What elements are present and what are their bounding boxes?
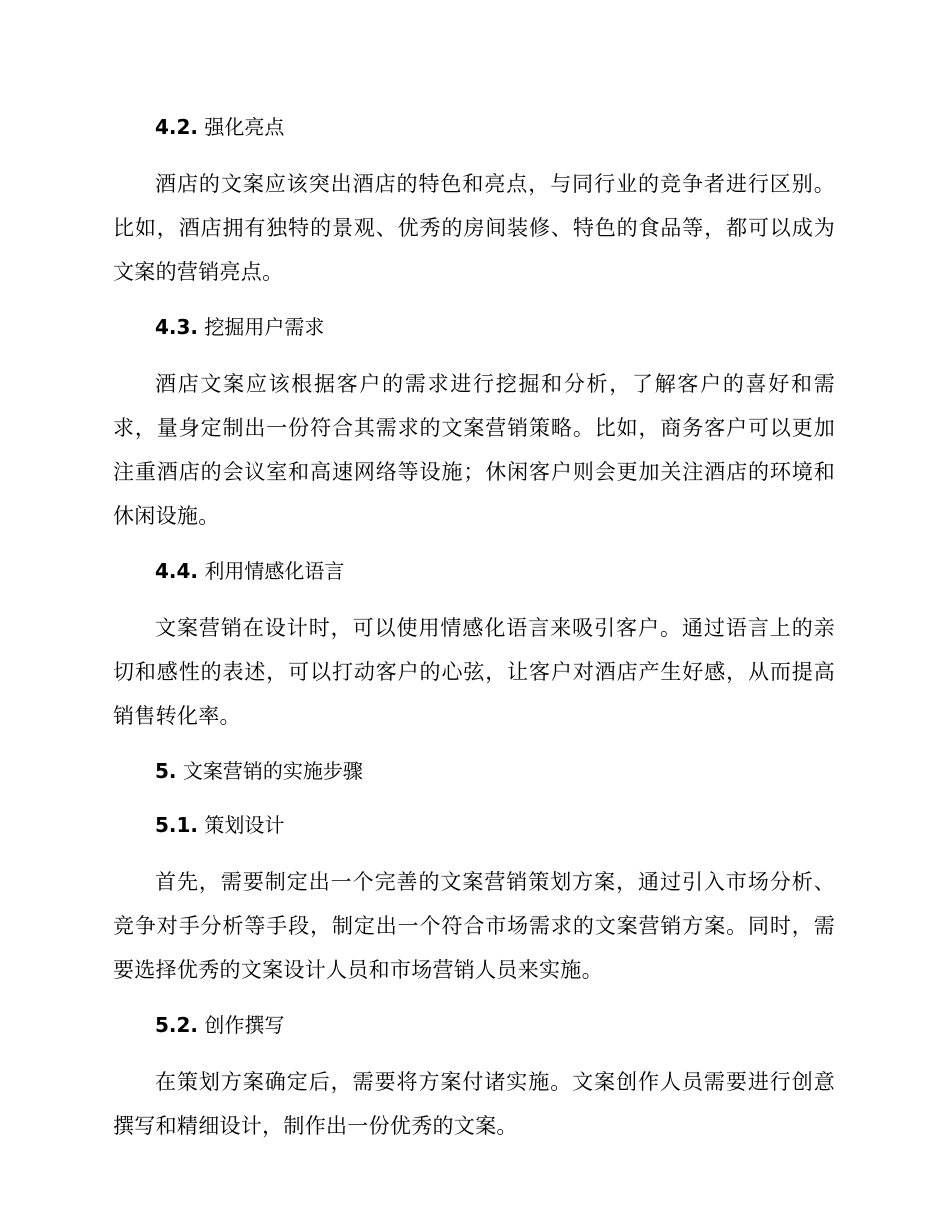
section-number: 4.4. bbox=[155, 559, 199, 583]
section-title: 创作撰写 bbox=[204, 1013, 285, 1037]
section-title: 策划设计 bbox=[204, 813, 285, 837]
section-number: 5.2. bbox=[155, 1013, 199, 1037]
section-paragraph-5-2: 在策划方案确定后，需要将方案付诸实施。文案创作人员需要进行创意撰写和精细设计，制作出一份优秀的文案。 bbox=[113, 1070, 835, 1138]
section-title: 挖掘用户需求 bbox=[204, 315, 325, 339]
section-paragraph-4-2: 酒店的文案应该突出酒店的特色和亮点，与同行业的竞争者进行区别。比如，酒店拥有独特的景观、优秀的房间装修、特色的食品等，都可以成为文案的营销亮点。 bbox=[113, 172, 835, 284]
section-number: 5.1. bbox=[155, 813, 199, 837]
section-heading-4-3 bbox=[113, 308, 835, 346]
section-number: 5. bbox=[155, 759, 177, 783]
section-heading-4-4 bbox=[113, 552, 835, 590]
section-number: 4.3. bbox=[155, 315, 199, 339]
section-heading-5-2 bbox=[113, 1006, 835, 1044]
section-paragraph-4-4: 文案营销在设计时，可以使用情感化语言来吸引客户。通过语言上的亲切和感性的表述，可以打动客户的心弦，让客户对酒店产生好感，从而提高销售转化率。 bbox=[113, 616, 835, 728]
section-paragraph-4-3: 酒店文案应该根据客户的需求进行挖掘和分析，了解客户的喜好和需求，量身定制出一份符合其需求的文案营销策略。比如，商务客户可以更加注重酒店的会议室和高速网络等设施；休闲客户则会更加关注酒店的环境和休闲设施。 bbox=[113, 372, 835, 528]
section-paragraph-5-1: 首先，需要制定出一个完善的文案营销策划方案，通过引入市场分析、竞争对手分析等手段，制定出一个符合市场需求的文案营销方案。同时，需要选择优秀的文案设计人员和市场营销人员来实施。 bbox=[113, 870, 835, 982]
section-title: 文案营销的实施步骤 bbox=[182, 759, 363, 783]
section-heading-4-2 bbox=[113, 108, 835, 146]
section-heading-5-1 bbox=[113, 806, 835, 844]
section-title: 强化亮点 bbox=[204, 115, 285, 139]
section-title: 利用情感化语言 bbox=[204, 559, 345, 583]
section-heading-5 bbox=[113, 752, 835, 790]
section-number: 4.2. bbox=[155, 115, 199, 139]
document-content bbox=[113, 108, 835, 1148]
